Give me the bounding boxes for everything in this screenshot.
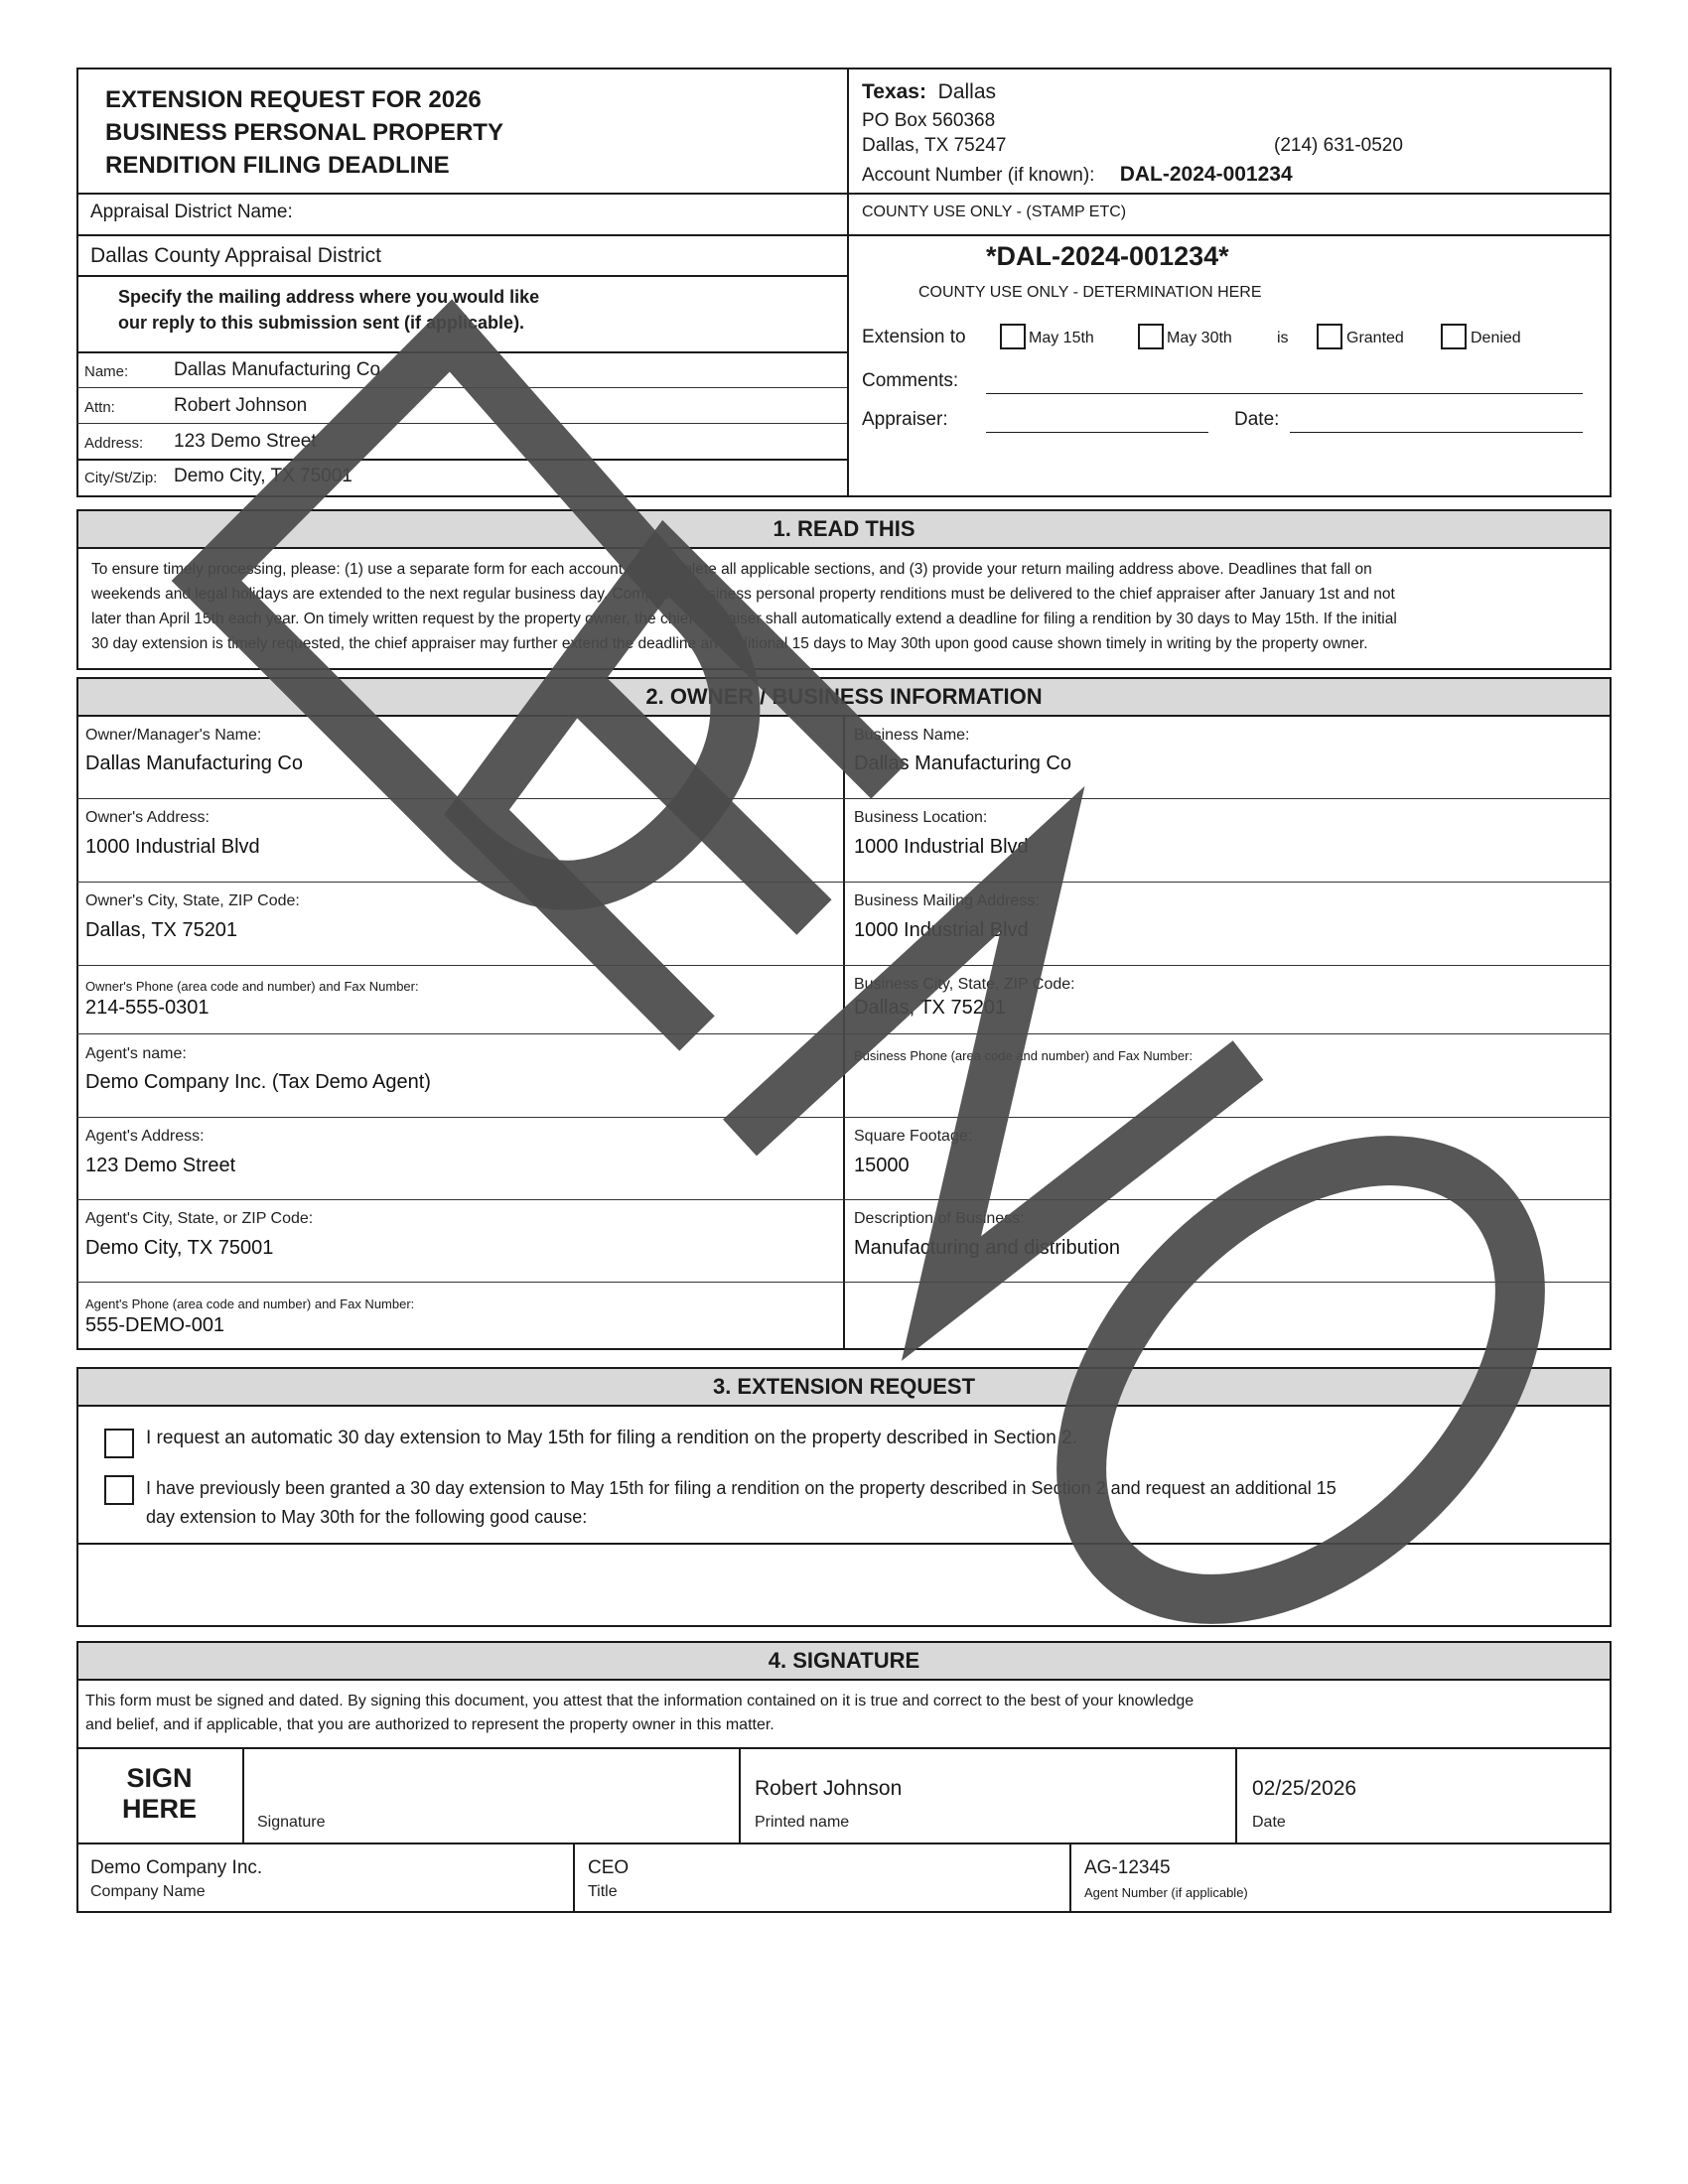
mail-name-field[interactable]: Dallas Manufacturing Co (174, 359, 381, 380)
sign-here-line: SIGN (126, 1763, 193, 1793)
form-title-line: BUSINESS PERSONAL PROPERTY (105, 119, 503, 146)
printed-name-field[interactable]: Robert Johnson (755, 1777, 903, 1800)
mail-city-label: City/St/Zip: (84, 470, 158, 486)
account-barcode-text: *DAL-2024-001234* (986, 241, 1229, 271)
business-mailing-label: Business Mailing Address: (854, 892, 1040, 909)
signature-date-field[interactable]: 02/25/2026 (1252, 1777, 1357, 1800)
district-name-label: Appraisal District Name: (90, 202, 293, 222)
auto-extension-text: I request an automatic 30 day extension to May 15th for filing a rendition on the property described in Section 2. (146, 1428, 1077, 1448)
sign-here-line: HERE (121, 1794, 197, 1824)
additional-extension-text (146, 1474, 1336, 1532)
county-name: Dallas (937, 80, 997, 103)
signature-date-label: Date (1252, 1814, 1286, 1831)
form-title (105, 83, 503, 182)
account-label: Account Number (if known): (862, 165, 1095, 186)
printed-name-label: Printed name (755, 1814, 850, 1831)
text-line: I have previously been granted a 30 day extension to May 15th for filing a rendition on the property described in Section 2 and request an additional 15 (146, 1478, 1336, 1498)
account-number: DAL-2024-001234 (1119, 163, 1293, 186)
owner-address-field[interactable]: 1000 Industrial Blvd (85, 836, 260, 858)
additional-extension-checkbox[interactable] (104, 1475, 134, 1505)
business-city-field[interactable]: Dallas, TX 75201 (854, 997, 1007, 1019)
business-description-field[interactable]: Manufacturing and distribution (854, 1237, 1120, 1259)
business-name-field[interactable]: Dallas Manufacturing Co (854, 752, 1071, 774)
form-title-line: RENDITION FILING DEADLINE (105, 152, 450, 179)
district-city: Dallas, TX 75247 (862, 135, 1007, 156)
text-line: day extension to May 30th for the following good cause: (146, 1507, 588, 1527)
may30-label: May 30th (1167, 330, 1232, 346)
comments-line[interactable] (986, 393, 1583, 394)
denied-label: Denied (1471, 330, 1521, 346)
agent-city-field[interactable]: Demo City, TX 75001 (85, 1237, 274, 1259)
agent-address-field[interactable]: 123 Demo Street (85, 1155, 236, 1176)
signature-label: Signature (257, 1814, 326, 1831)
owner-phone-field[interactable]: 214-555-0301 (85, 997, 210, 1019)
extension-to-label: Extension to (862, 327, 966, 347)
business-mailing-field[interactable]: 1000 Industrial Blvd (854, 919, 1029, 941)
may30-checkbox[interactable] (1138, 324, 1164, 349)
agent-number-label: Agent Number (if applicable) (1084, 1885, 1248, 1900)
stamp-label: COUNTY USE ONLY - (STAMP ETC) (862, 204, 1127, 220)
title-label: Title (588, 1883, 618, 1900)
section3-heading: 3. EXTENSION REQUEST (76, 1367, 1612, 1407)
company-name-label: Company Name (90, 1883, 206, 1900)
business-location-field[interactable]: 1000 Industrial Blvd (854, 836, 1029, 858)
may15-label: May 15th (1029, 330, 1094, 346)
business-name-label: Business Name: (854, 727, 970, 744)
company-name-field[interactable]: Demo Company Inc. (90, 1857, 263, 1878)
granted-label: Granted (1346, 330, 1404, 346)
section4-heading: 4. SIGNATURE (76, 1641, 1612, 1681)
agent-number-field[interactable]: AG-12345 (1084, 1857, 1171, 1878)
agent-phone-label: Agent's Phone (area code and number) and Fax Number: (85, 1297, 415, 1311)
owner-phone-label: Owner's Phone (area code and number) and Fax Number: (85, 979, 419, 994)
may15-checkbox[interactable] (1000, 324, 1026, 349)
text-line: weekends and legal holidays are extended to the next regular business day. Completed business personal property renditions must be delivered to the chief appraiser after January 1st and not (91, 586, 1395, 603)
determination-date-label: Date: (1234, 409, 1280, 430)
square-footage-field[interactable]: 15000 (854, 1155, 910, 1176)
comments-label: Comments: (862, 370, 959, 391)
po-box: PO Box 560368 (862, 110, 996, 131)
mail-attn-label: Attn: (84, 399, 115, 416)
auto-extension-checkbox[interactable] (104, 1429, 134, 1458)
instruction-line: Specify the mailing address where you would like (118, 287, 540, 307)
attestation-text (85, 1690, 1194, 1737)
agent-name-label: Agent's name: (85, 1045, 187, 1062)
state-label: Texas: (862, 80, 926, 103)
mail-city-field[interactable]: Demo City, TX 75001 (174, 466, 352, 486)
square-footage-label: Square Footage: (854, 1128, 973, 1145)
owner-address-label: Owner's Address: (85, 809, 210, 826)
text-line: and belief, and if applicable, that you are authorized to represent the property owner in this matter. (85, 1716, 774, 1733)
business-phone-label: Business Phone (area code and number) and Fax Number: (854, 1048, 1194, 1063)
section2-heading: 2. OWNER / BUSINESS INFORMATION (76, 677, 1612, 717)
mail-address-label: Address: (84, 435, 144, 452)
denied-checkbox[interactable] (1441, 324, 1467, 349)
owner-city-field[interactable]: Dallas, TX 75201 (85, 919, 238, 941)
form-title-line: EXTENSION REQUEST FOR 2026 (105, 86, 482, 113)
agent-phone-field[interactable]: 555-DEMO-001 (85, 1314, 225, 1336)
district-name-value: Dallas County Appraisal District (90, 244, 381, 267)
text-line: later than April 15th each year. On timely written request by the property owner, the chief appraiser shall automatically extend a deadline for filing a rendition by 30 days to May 15th. If the initial (91, 611, 1397, 627)
mail-name-label: Name: (84, 363, 129, 380)
text-line: 30 day extension is timely requested, the chief appraiser may further extend the deadline an additional 15 days to May 30th upon good cause shown timely in writing by the property owner. (91, 635, 1368, 652)
text-line: To ensure timely processing, please: (1) use a separate form for each account, (2) complete all applicable sections, and (3) provide your return mailing address above. Deadlines that fall on (91, 561, 1372, 578)
owner-city-label: Owner's City, State, ZIP Code: (85, 892, 300, 909)
agent-city-label: Agent's City, State, or ZIP Code: (85, 1210, 314, 1227)
agent-address-label: Agent's Address: (85, 1128, 205, 1145)
district-phone: (214) 631-0520 (1274, 135, 1403, 156)
instruction-line: our reply to this submission sent (if applicable). (118, 313, 525, 333)
owner-name-field[interactable]: Dallas Manufacturing Co (85, 752, 303, 774)
mail-address-field[interactable]: 123 Demo Street (174, 431, 317, 452)
business-location-label: Business Location: (854, 809, 988, 826)
granted-checkbox[interactable] (1317, 324, 1342, 349)
appraiser-label: Appraiser: (862, 409, 948, 430)
text-line: This form must be signed and dated. By signing this document, you attest that the information contained on it is true and correct to the best of your knowledge (85, 1693, 1195, 1709)
section1-text (91, 557, 1397, 656)
section1-heading: 1. READ THIS (76, 509, 1612, 549)
mail-attn-field[interactable]: Robert Johnson (174, 395, 308, 416)
business-city-label: Business City, State, ZIP Code: (854, 976, 1075, 993)
title-field[interactable]: CEO (588, 1857, 630, 1878)
business-description-label: Description of Business: (854, 1210, 1025, 1227)
mailing-instruction (118, 284, 539, 336)
determination-label: COUNTY USE ONLY - DETERMINATION HERE (918, 284, 1262, 301)
appraiser-line[interactable] (986, 432, 1208, 433)
determination-date-line[interactable] (1290, 432, 1583, 433)
is-label: is (1277, 330, 1289, 346)
sign-here-label (76, 1763, 242, 1825)
good-cause-field[interactable] (81, 1548, 1607, 1623)
agent-name-field[interactable]: Demo Company Inc. (Tax Demo Agent) (85, 1071, 431, 1093)
owner-name-label: Owner/Manager's Name: (85, 727, 262, 744)
